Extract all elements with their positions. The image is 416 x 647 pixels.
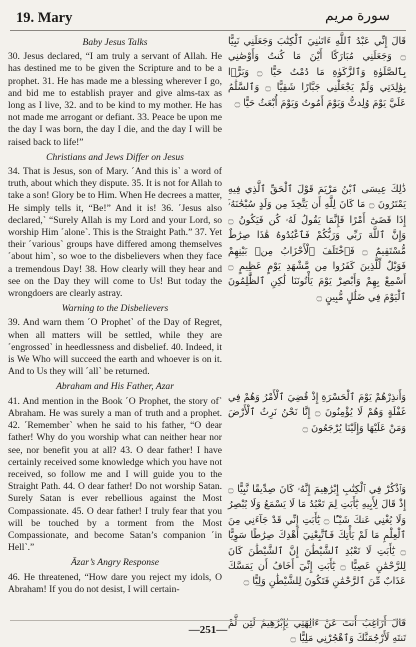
- section-heading: Baby Jesus Talks: [82, 37, 148, 48]
- section-text: 30. Jesus declared, “I am truly a servant of Allah. He has destined me to be given the Scripture and to be a prophet. 31. He has made me a blessing wherever I go, and bid me to establish prayer and give alms-tax as long as I live, 32. and to be kind to my mother. He has not made me arrogant or defiant. 33. Peace be upon me the day I was born, the day I die, and the day I will be raised back to life!”: [8, 51, 222, 148]
- section-text: 41. And mention in the Book ˹O Prophet, the story of˺ Abraham. He was surely a man of truth and a prophet. 42. ˹Remember˺ when he said to his father, “O dear father! Why do you worship what can neither hear nor see, nor benefit you at all? 43. O dear father! I have certainly received some knowledge which you have not received, so follow me and I will guide you to the Straight Path. 44. O dear father! Do not worship Satan. Surely Satan is ever rebellious against the Most Compassionate. 45. O dear father! I truly fear that you will be touched by a torment from the Most Compassionate, and become Satan’s companion ˹in Hell˺.”: [8, 395, 222, 554]
- translation-column: [8, 34, 222, 596]
- page-number: —251—: [188, 624, 228, 636]
- arabic-verses: قَالَ إِنِّي عَبْدُ ٱللَّهِ ءَاتَىٰنِيَ ٱلْكِتَٰبَ وَجَعَلَنِي نَبِيًّا ۝ وَجَعَلَنِي مُبَارَكًا أَيْنَ مَا كُنتُ وَأَوْصَٰنِي بِٱلصَّلَوٰةِ وَٱلزَّكَوٰةِ مَا دُمْتُ حَيًّا ۝ وَبَرًّۢا بِوَٰلِدَتِي وَلَمْ يَجْعَلْنِي جَبَّارًا شَقِيًّا ۝ وَٱلسَّلَٰمُ عَلَيَّ يَوْمَ وُلِدتُّ وَيَوْمَ أَمُوتُ وَيَوْمَ أُبْعَثُ حَيًّا ۝: [228, 36, 406, 109]
- section-heading: Warning to the Disbelievers: [61, 303, 169, 315]
- surah-title-arabic: سورة مريم: [325, 9, 390, 24]
- arabic-verses: وَٱذْكُرْ فِي ٱلْكِتَٰبِ إِبْرَٰهِيمَ إِنَّهُۥ كَانَ صِدِّيقًا نَّبِيًّا ۝ إِذْ قَالَ لِأَبِيهِ يَٰٓأَبَتِ لِمَ تَعْبُدُ مَا لَا يَسْمَعُ وَلَا يُبْصِرُ وَلَا يُغْنِي عَنكَ شَيْـًٔا ۝ يَٰٓأَبَتِ إِنِّي قَدْ جَآءَنِي مِنَ ٱلْعِلْمِ مَا لَمْ يَأْتِكَ فَٱتَّبِعْنِيٓ أَهْدِكَ صِرَٰطًا سَوِيًّا ۝ يَٰٓأَبَتِ لَا تَعْبُدِ ٱلشَّيْطَٰنَ إِنَّ ٱلشَّيْطَٰنَ كَانَ لِلرَّحْمَٰنِ عَصِيًّا ۝ يَٰٓأَبَتِ إِنِّيٓ أَخَافُ أَن يَمَسَّكَ عَذَابٌ مِّنَ ٱلرَّحْمَٰنِ فَتَكُونَ لِلشَّيْطَٰنِ وَلِيًّا ۝: [228, 484, 406, 588]
- section-text: 46. He threatened, “How dare you reject my idols, O Abraham! If you do not desist, I will certain-: [8, 571, 222, 595]
- arabic-verses: ذَٰلِكَ عِيسَى ٱبْنُ مَرْيَمَ قَوْلَ ٱلْحَقِّ ٱلَّذِي فِيهِ يَمْتَرُونَ ۝ مَا كَانَ لِلَّهِ أَن يَتَّخِذَ مِن وَلَدٍ سُبْحَٰنَهُۥٓ إِذَا قَضَىٰٓ أَمْرًا فَإِنَّمَا يَقُولُ لَهُۥ كُن فَيَكُونُ ۝ وَإِنَّ ٱللَّهَ رَبِّي وَرَبُّكُمْ فَٱعْبُدُوهُ هَٰذَا صِرَٰطٌ مُّسْتَقِيمٌ ۝ فَٱخْتَلَفَ ٱلْأَحْزَابُ مِنۢ بَيْنِهِمْ فَوَيْلٌ لِّلَّذِينَ كَفَرُوا مِن مَّشْهَدِ يَوْمٍ عَظِيمٍ ۝ أَسْمِعْ بِهِمْ وَأَبْصِرْ يَوْمَ يَأْتُونَنَا لَٰكِنِ ٱلظَّٰلِمُونَ ٱلْيَوْمَ فِي ضَلَٰلٍ مُّبِينٍ ۝: [228, 184, 407, 303]
- arabic-verses: قَالَ أَرَاغِبٌ أَنتَ عَنْ ءَالِهَتِي يَٰٓإِبْرَٰهِيمُ لَئِن لَّمْ تَنتَهِ لَأَرْجُمَنَّكَ وَٱهْجُرْنِي مَلِيًّا ۝: [228, 618, 406, 645]
- section-text: 34. That is Jesus, son of Mary. ˹And this is˺ a word of truth, about which they dispute. 35. It is not for Allah to take a son! Glory be to Him. When He decrees a matter, He simply tells it, “Be!” And it is! 36. ˹Jesus also declared,˺ “Surely Allah is my Lord and your Lord, so worship Him ˹alone˺. This is the Straight Path.” 37. Yet their ˹various˺ groups have differed among themselves ˹about him˺, so woe to the disbelievers when they face a tremendous Day! 38. How clearly will they hear and see on the Day they will come to Us! But today the wrongdoers are clearly astray.: [8, 166, 222, 300]
- section-heading: Abraham and His Father, Azar: [56, 381, 174, 393]
- section-text: 39. And warn them ˹O Prophet˺ of the Day of Regret, when all matters will be settled, while they are ˹engrossed˺ in heedlessness and disbelief. 40. Indeed, it is We Who will succeed the earth and whoever is on it. And to Us they will ˹all˺ be returned.: [8, 317, 222, 378]
- footer-divider: [10, 620, 406, 621]
- arabic-column: [228, 34, 406, 644]
- arabic-verses: وَأَنذِرْهُمْ يَوْمَ ٱلْحَسْرَةِ إِذْ قُضِيَ ٱلْأَمْرُ وَهُمْ فِي غَفْلَةٍ وَهُمْ لَا يُؤْمِنُونَ ۝ إِنَّا نَحْنُ نَرِثُ ٱلْأَرْضَ وَمَنْ عَلَيْهَا وَإِلَيْنَا يُرْجَعُونَ ۝: [228, 392, 406, 434]
- page-header: [10, 6, 406, 31]
- surah-title: 19. Mary: [16, 10, 73, 26]
- section-heading: Christians and Jews Differ on Jesus: [46, 151, 184, 163]
- section-heading: Āzar’s Angry Response: [70, 557, 160, 569]
